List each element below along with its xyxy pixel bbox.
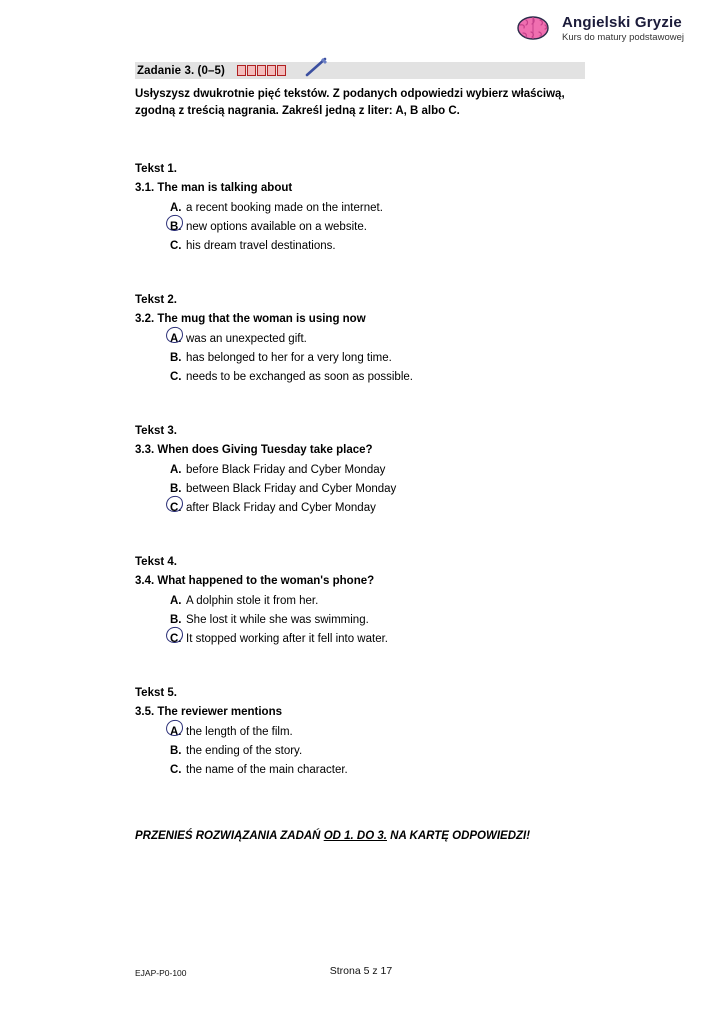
answer-option[interactable] <box>135 499 585 518</box>
option-text: new options available on a website. <box>186 221 367 234</box>
option-text: She lost it while she was swimming. <box>186 614 369 627</box>
option-letter[interactable]: C. <box>170 240 182 253</box>
answer-option[interactable] <box>135 237 585 256</box>
pencil-icon <box>305 57 329 77</box>
option-letter[interactable]: C. <box>170 630 186 649</box>
text-block <box>135 556 585 649</box>
answer-option[interactable] <box>135 480 585 499</box>
brain-icon <box>514 14 552 44</box>
page-footer <box>135 965 587 978</box>
option-letter[interactable]: B. <box>170 352 182 365</box>
answer-option[interactable] <box>135 761 585 780</box>
answer-option[interactable] <box>135 218 585 237</box>
sheet-code: EJAP-P0-100 <box>135 968 187 978</box>
option-text: needs to be exchanged as soon as possible. <box>186 371 413 384</box>
answer-options <box>135 330 585 387</box>
score-box <box>247 65 256 76</box>
answer-option[interactable] <box>135 630 585 649</box>
answer-options <box>135 723 585 780</box>
answer-option[interactable] <box>135 592 585 611</box>
option-letter[interactable]: A. <box>170 330 186 349</box>
task-header-band <box>135 62 585 79</box>
text-heading: Tekst 3. <box>135 425 177 438</box>
score-box <box>237 65 246 76</box>
text-heading: Tekst 5. <box>135 686 177 699</box>
question-text: 3.3. When does Giving Tuesday take place? <box>135 444 373 457</box>
answer-option[interactable] <box>135 742 585 761</box>
task-instructions: Usłyszysz dwukrotnie pięć tekstów. Z podanych odpowiedzi wybierz właściwą, zgodną z treścią nagrania. Zakreśl jedną z liter: A, B albo C. <box>135 88 565 117</box>
score-box <box>257 65 266 76</box>
worksheet <box>135 62 585 842</box>
text-block <box>135 425 585 518</box>
option-text: his dream travel destinations. <box>186 240 336 253</box>
option-letter[interactable]: C. <box>170 499 186 518</box>
question-text: 3.4. What happened to the woman's phone? <box>135 575 375 588</box>
option-text: before Black Friday and Cyber Monday <box>186 464 386 477</box>
answer-option[interactable] <box>135 330 585 349</box>
option-text: the name of the main character. <box>186 763 348 776</box>
text-heading: Tekst 4. <box>135 556 177 569</box>
brand-title: Angielski Gryzie <box>562 14 682 31</box>
option-letter[interactable]: B. <box>170 614 182 627</box>
transfer-note-underlined: OD 1. DO 3. <box>323 829 387 842</box>
answer-options <box>135 592 585 649</box>
text-heading: Tekst 2. <box>135 294 177 307</box>
transfer-note-before: PRZENIEŚ ROZWIĄZANIA ZADAŃ <box>135 829 324 842</box>
option-letter[interactable]: A. <box>170 202 182 215</box>
score-boxes <box>237 65 286 76</box>
option-letter[interactable]: C. <box>170 371 182 384</box>
option-letter[interactable]: B. <box>170 218 186 237</box>
question-text: 3.2. The mug that the woman is using now <box>135 313 366 326</box>
option-text: after Black Friday and Cyber Monday <box>186 502 376 515</box>
score-box <box>277 65 286 76</box>
score-box <box>267 65 276 76</box>
option-text: It stopped working after it fell into water. <box>186 633 388 645</box>
answer-options <box>135 199 585 256</box>
brand-header <box>514 14 684 44</box>
text-block <box>135 687 585 780</box>
text-block <box>135 294 585 387</box>
text-block <box>135 163 585 256</box>
transfer-note-after: NA KARTĘ ODPOWIEDZI! <box>386 829 531 842</box>
option-letter[interactable]: A. <box>170 595 182 608</box>
answer-option[interactable] <box>135 368 585 387</box>
answer-option[interactable] <box>135 611 585 630</box>
task-label: Zadanie 3. (0–5) <box>137 64 225 77</box>
option-text: the ending of the story. <box>186 744 303 757</box>
option-text: between Black Friday and Cyber Monday <box>186 483 397 496</box>
brand-subtitle: Kurs do matury podstawowej <box>562 32 684 44</box>
text-blocks <box>135 163 585 780</box>
option-text: A dolphin stole it from her. <box>186 595 319 608</box>
option-text: has belonged to her for a very long time. <box>186 352 392 365</box>
answer-option[interactable] <box>135 723 585 742</box>
option-letter[interactable]: B. <box>170 744 182 757</box>
option-letter[interactable]: A. <box>170 464 182 477</box>
answer-options <box>135 461 585 518</box>
text-heading: Tekst 1. <box>135 163 177 176</box>
answer-option[interactable] <box>135 461 585 480</box>
page-number: Strona 5 z 17 <box>329 965 393 977</box>
option-text: was an unexpected gift. <box>186 333 307 346</box>
answer-option[interactable] <box>135 349 585 368</box>
question-text: 3.5. The reviewer mentions <box>135 705 283 718</box>
option-letter[interactable]: B. <box>170 483 182 496</box>
option-text: a recent booking made on the internet. <box>186 202 383 215</box>
transfer-answers-note <box>135 830 585 842</box>
option-letter[interactable]: C. <box>170 763 182 776</box>
answer-option[interactable] <box>135 199 585 218</box>
option-letter[interactable]: A. <box>170 723 186 742</box>
question-text: 3.1. The man is talking about <box>135 182 293 195</box>
option-text: the length of the film. <box>186 725 293 738</box>
